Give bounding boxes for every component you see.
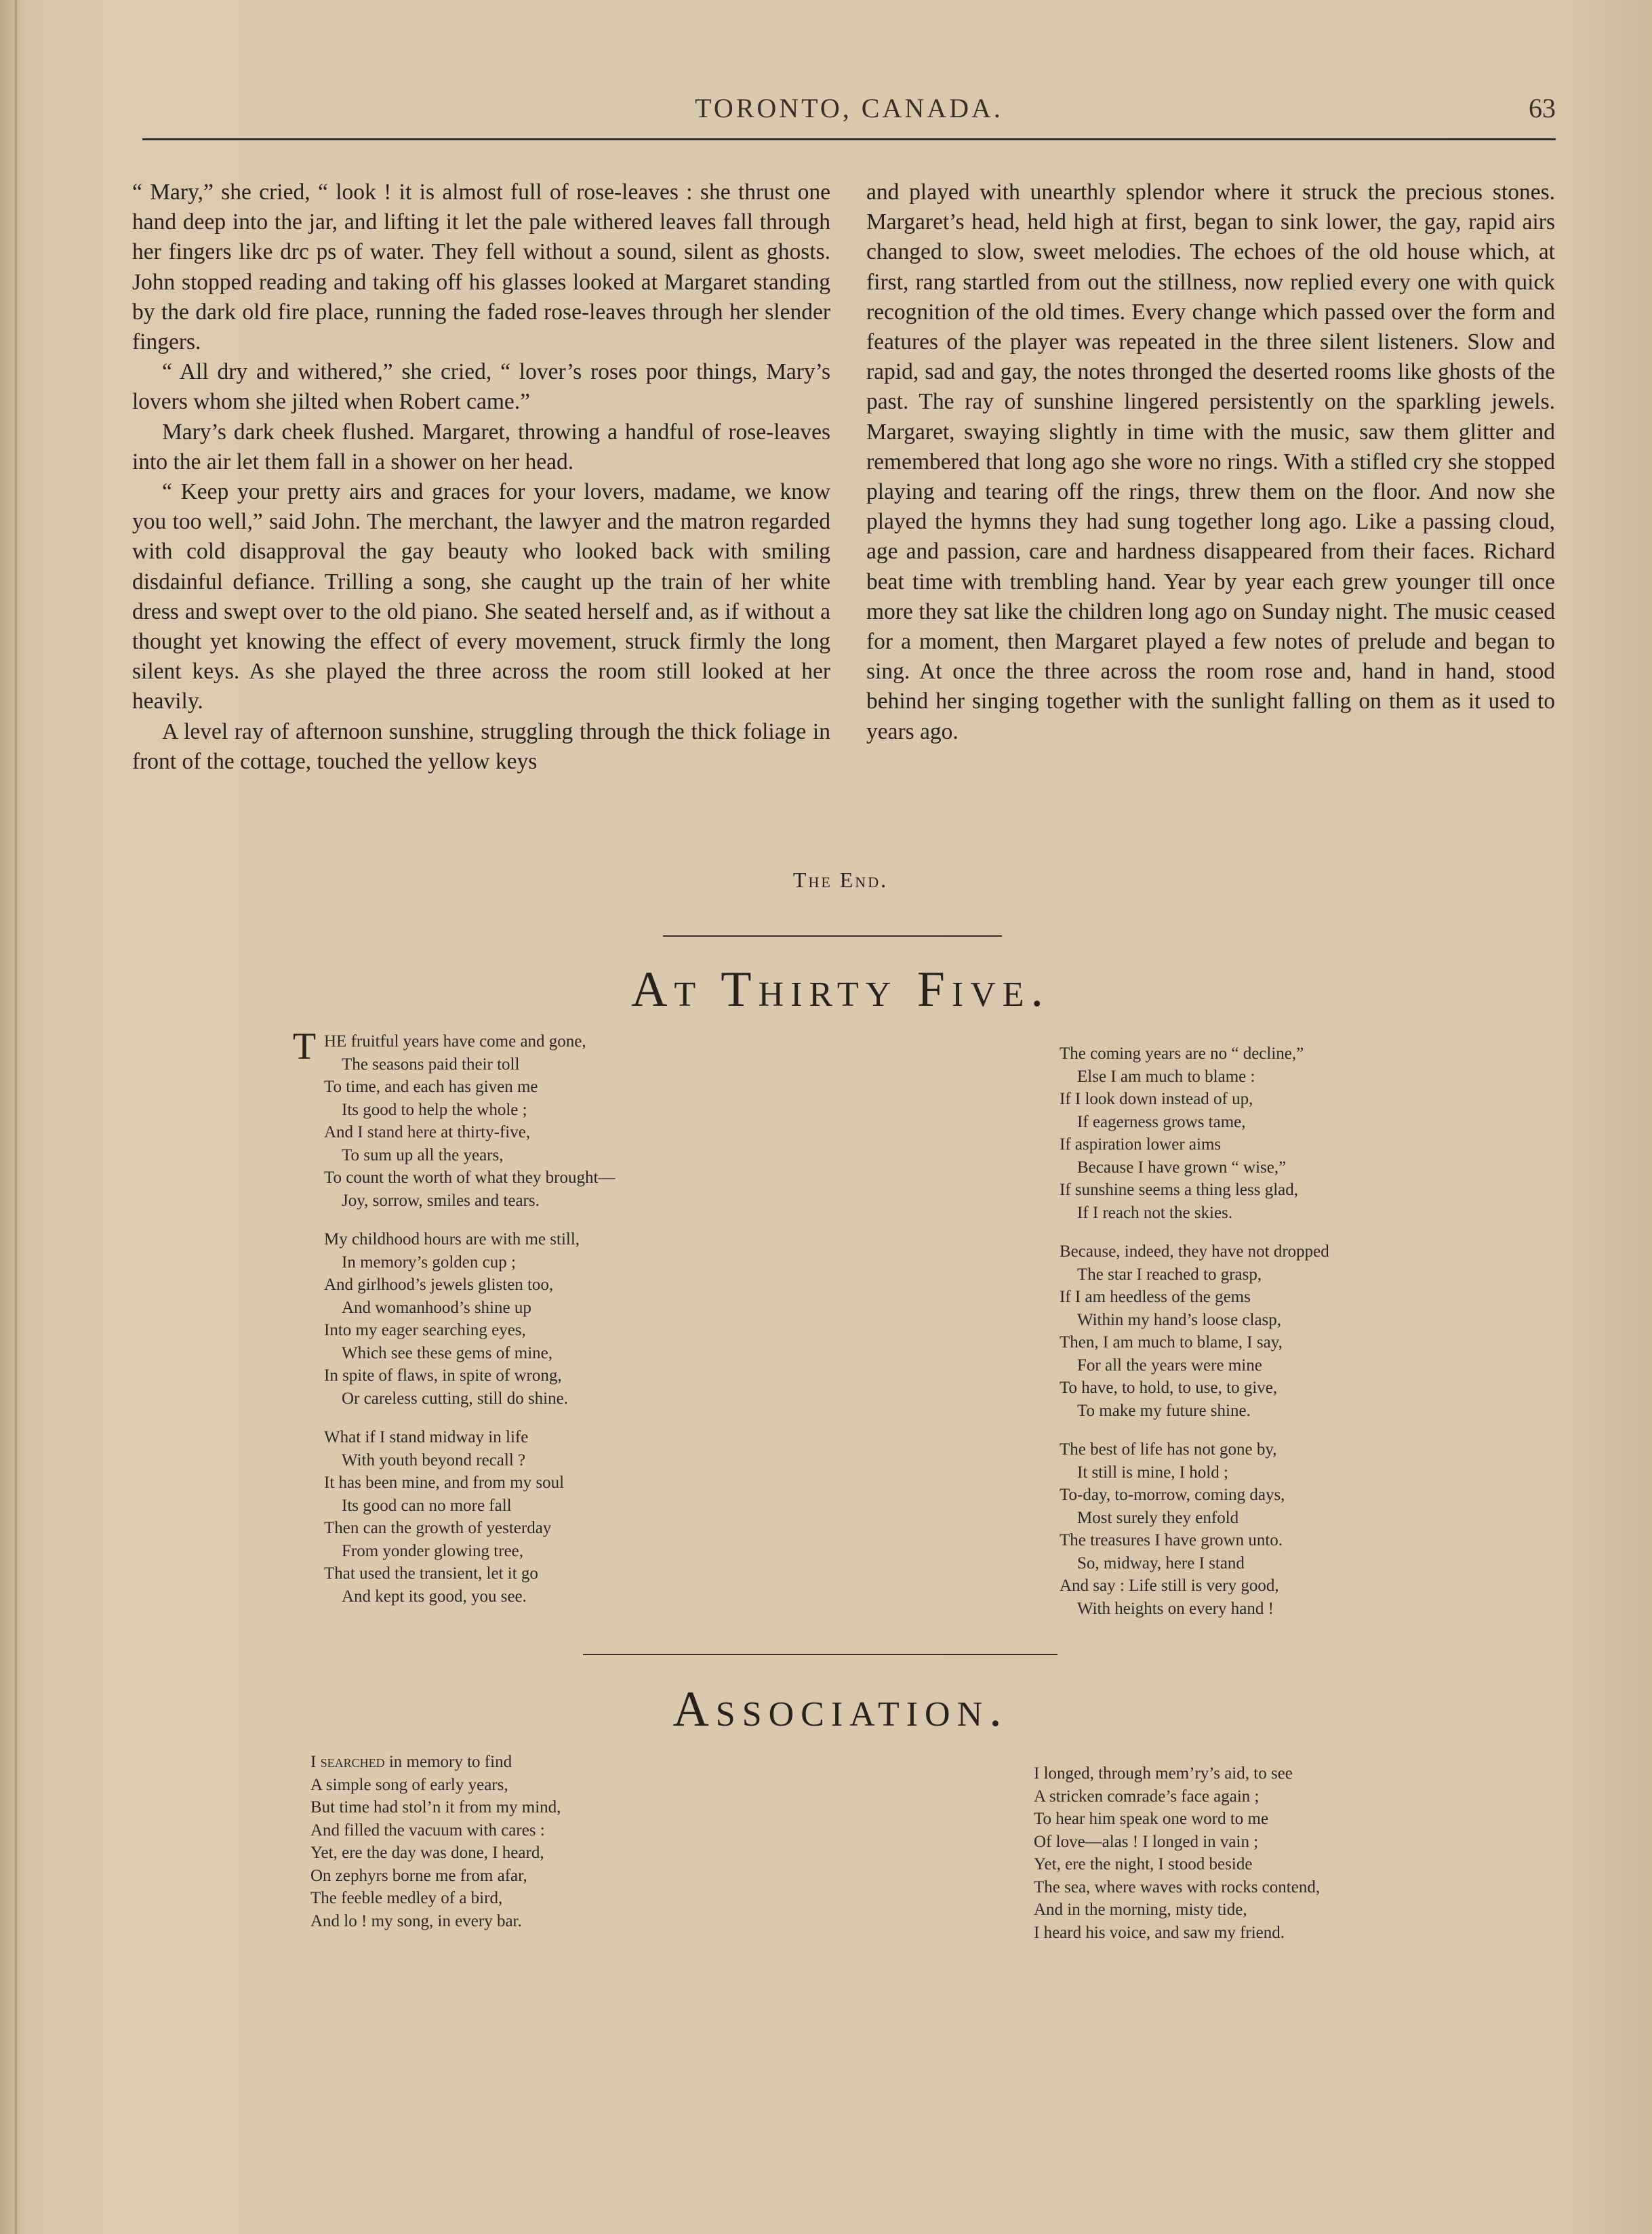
verse-line: Then can the growth of yesterday [324, 1519, 552, 1537]
verse-line: And say : Life still is very good, [1060, 1577, 1279, 1595]
verse-line: Then, I am much to blame, I say, [1060, 1333, 1283, 1352]
poem-title-at-thirty-five: At Thirty Five. [630, 962, 1051, 1017]
verse-line: If I reach not the skies. [1077, 1203, 1233, 1222]
poem1-right-column [1060, 1042, 1329, 1636]
verse-line: To time, and each has given me [324, 1078, 538, 1096]
story-paragraph: Mary’s dark cheek flushed. Margaret, throwing a handful of rose-leaves into the air let them fall in a shower on her head. [132, 419, 830, 474]
verse-line: Into my eager searching eyes, [324, 1321, 526, 1339]
verse-line: But time had stol’n it from my mind, [310, 1798, 561, 1816]
story-right-column [866, 178, 1555, 747]
verse-line: Most surely they enfold [1077, 1508, 1239, 1527]
the-end-label: The End. [792, 868, 889, 892]
verse-line: The star I reached to grasp, [1077, 1265, 1262, 1284]
verse-line: And womanhood’s shine up [342, 1298, 531, 1317]
verse-line: I heard his voice, and saw my friend. [1034, 1923, 1285, 1942]
verse-line: From yonder glowing tree, [342, 1541, 524, 1560]
page-number: 63 [1529, 93, 1556, 123]
verse-line-text: in memory to find [388, 1753, 512, 1771]
stanza [1060, 1438, 1329, 1620]
verse-line: Joy, sorrow, smiles and tears. [342, 1191, 540, 1210]
verse-line: The feeble medley of a bird, [310, 1889, 503, 1907]
running-title: TORONTO, CANADA. [695, 93, 1003, 123]
verse-line: With youth beyond recall ? [342, 1450, 526, 1469]
story-paragraph: “ Mary,” she cried, “ look ! it is almost full of rose-leaves : she thrust one hand deep into the jar, and lifting it let the pale withered leaves fall through her fingers like drc ps of water. They fell without a sound, silent as ghosts. John stopped reading and taking off his glasses looked at Margaret standing by the dark old fire place, running the faded rose-leaves through her slender fingers. [132, 180, 830, 355]
verse-line: It still is mine, I hold ; [1077, 1463, 1228, 1482]
stanza [1060, 1042, 1329, 1224]
verse-line: Yet, ere the night, I stood beside [1034, 1855, 1253, 1873]
verse-line: That used the transient, let it go [324, 1564, 538, 1583]
story-paragraph: “ Keep your pretty airs and graces for your lovers, madame, we know you too well,” said John. The merchant, the lawyer and the matron regarded with cold disapproval the gay beauty who looked back with smiling disdainful defiance. Trilling a song, she caught up the train of her white dress and swept over to the old piano. She seated herself and, as if without a thought yet knowing the effect of every movement, struck firmly the long silent keys. As she played the three across the room still looked at her heavily. [132, 479, 830, 714]
verse-line: And lo ! my song, in every bar. [310, 1911, 522, 1930]
verse-line: If I look down instead of up, [1060, 1090, 1253, 1108]
verse-line: My childhood hours are with me still, [324, 1230, 580, 1248]
verse-line: A stricken comrade’s face again ; [1034, 1787, 1260, 1806]
story-paragraph: “ All dry and withered,” she cried, “ lover’s roses poor things, Mary’s lovers whom she jilted when Robert came.” [132, 359, 830, 415]
binding-edge [15, 0, 17, 2234]
poem1-left-column [324, 1030, 615, 1624]
verse-line: Of love—alas ! I longed in vain ; [1034, 1832, 1259, 1851]
verse-line: And kept its good, you see. [342, 1587, 527, 1606]
verse-line [310, 1751, 561, 1774]
stanza [324, 1030, 615, 1212]
verse-line: In memory’s golden cup ; [342, 1253, 516, 1272]
verse-line: Its good to help the whole ; [342, 1100, 527, 1119]
poem2-right-column [1034, 1762, 1320, 1960]
verse-line: If I am heedless of the gems [1060, 1288, 1251, 1306]
verse-line: So, midway, here I stand [1077, 1553, 1245, 1572]
verse-line: What if I stand midway in life [324, 1428, 529, 1446]
poem2-left-column [310, 1751, 561, 1949]
verse-line: Within my hand’s loose clasp, [1077, 1310, 1282, 1329]
verse-line: To make my future shine. [1077, 1401, 1251, 1420]
verse-line: And in the morning, misty tide, [1034, 1901, 1247, 1919]
verse-line: And girlhood’s jewels glisten too, [324, 1276, 554, 1294]
verse-line: Its good can no more fall [342, 1496, 512, 1515]
verse-line: Which see these gems of mine, [342, 1343, 553, 1362]
verse-line: In spite of flaws, in spite of wrong, [324, 1366, 562, 1385]
story-paragraph: A level ray of afternoon sunshine, struggling through the thick foliage in front of the cottage, touched the yellow keys [132, 718, 830, 774]
verse-first-words: I searched [310, 1753, 385, 1771]
page-header [142, 88, 1556, 136]
story-left-column [132, 178, 830, 777]
stanza [324, 1228, 615, 1410]
verse-line: Else I am much to blame : [1077, 1067, 1255, 1086]
verse-line: On zephyrs borne me from afar, [310, 1866, 527, 1885]
verse-line: With heights on every hand ! [1077, 1599, 1274, 1618]
story-paragraph: and played with unearthly splendor where it struck the precious stones. Margaret’s head, held high at first, began to sink lower, the gay, rapid airs changed to slow, sweet melodies. The echoes of the old house which, at first, rang startled from out the stillness, now replied every one with quick recognition of the old times. Every change which passed over the form and features of the player was repeated in the three silent listeners. Slow and rapid, sad and gay, the notes thronged the deserted rooms like ghosts of the past. The ray of sunshine lingered persistently on the sparkling jewels. Margaret, swaying slightly in time with the music, saw them glitter and remembered that long ago she wore no rings. With a stifled cry she stopped playing and tearing off the rings, threw them on the floor. And now she played the hymns they had sung together long ago. Like a passing cloud, age and passion, care and hardness disappeared from their faces. Richard beat time with trembling hand. Year by year each grew younger till once more they sat like the children long ago on Sunday night. The music ceased for a moment, then Margaret played a few notes of prelude and began to sing. At once the three across the room rose and, hand in hand, stood behind her singing together with the sunlight falling on them as it used to years ago. [866, 180, 1555, 744]
verse-line: If sunshine seems a thing less glad, [1060, 1181, 1299, 1199]
verse-line: For all the years were mine [1077, 1356, 1262, 1375]
verse-line: Because, indeed, they have not dropped [1060, 1242, 1329, 1261]
verse-line: The seasons paid their toll [342, 1055, 520, 1074]
verse-line: The best of life has not gone by, [1060, 1440, 1277, 1459]
verse-line: Yet, ere the day was done, I heard, [310, 1844, 544, 1862]
verse-line: To hear him speak one word to me [1034, 1810, 1269, 1828]
verse-line: Or careless cutting, still do shine. [342, 1389, 568, 1408]
verse-line: To count the worth of what they brought— [324, 1169, 616, 1187]
verse-line: The treasures I have grown unto. [1060, 1531, 1283, 1549]
section-divider [583, 1654, 1057, 1655]
verse-line: To sum up all the years, [342, 1145, 504, 1164]
verse-line: And I stand here at thirty-five, [324, 1123, 531, 1141]
header-rule [142, 138, 1556, 140]
verse-line: It has been mine, and from my soul [324, 1474, 565, 1492]
verse-line: And filled the vacuum with cares : [310, 1821, 545, 1840]
verse-line: To have, to hold, to use, to give, [1060, 1379, 1278, 1397]
verse-line: HE fruitful years have come and gone, [324, 1032, 586, 1051]
poem-title-association: Association. [672, 1682, 1009, 1737]
verse-line: Because I have grown “ wise,” [1077, 1158, 1287, 1177]
section-divider [663, 935, 1002, 937]
verse-line: If aspiration lower aims [1060, 1135, 1222, 1154]
verse-line: To-day, to-morrow, coming days, [1060, 1486, 1285, 1504]
verse-line: The coming years are no “ decline,” [1060, 1044, 1304, 1063]
verse-line: A simple song of early years, [310, 1775, 508, 1794]
verse-line: If eagerness grows tame, [1077, 1112, 1246, 1131]
stanza [324, 1426, 615, 1608]
verse-line: I longed, through mem’ry’s aid, to see [1034, 1764, 1293, 1783]
stanza [1060, 1240, 1329, 1422]
verse-line: The sea, where waves with rocks contend, [1034, 1877, 1321, 1896]
drop-cap-ornament: T [292, 1025, 317, 1068]
